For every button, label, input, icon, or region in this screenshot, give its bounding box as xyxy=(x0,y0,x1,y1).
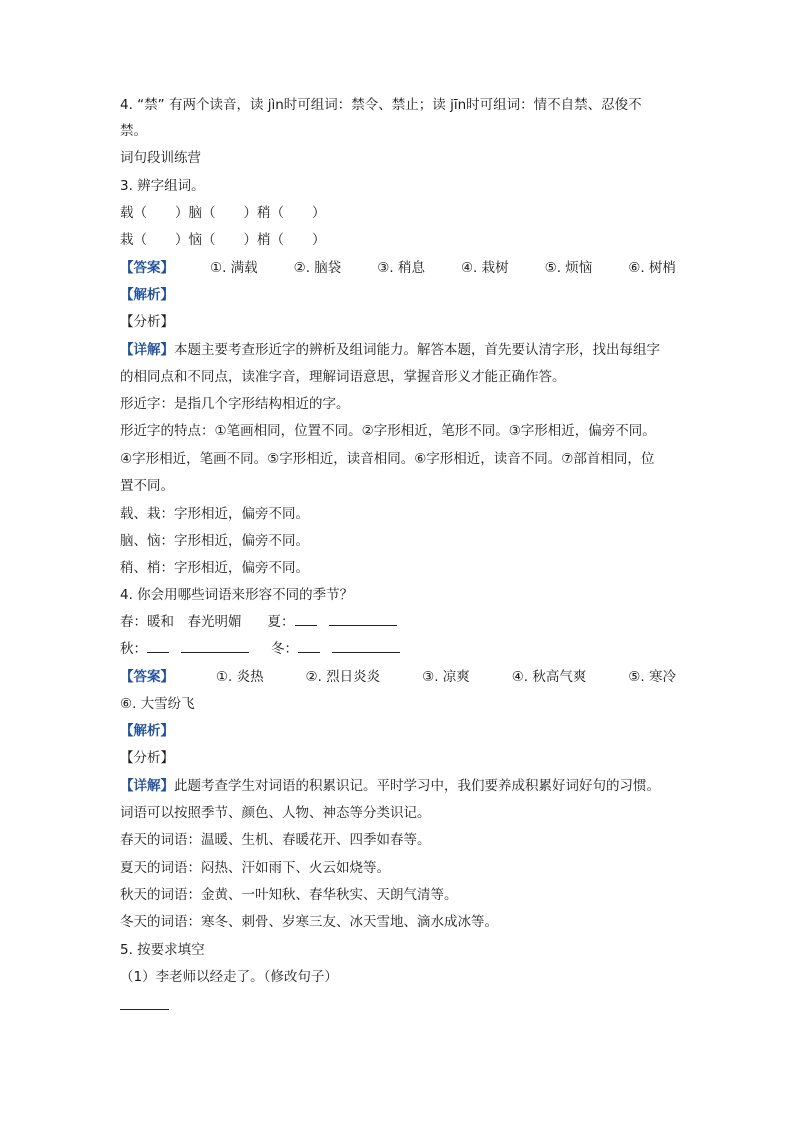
q4-summer-list: 夏天的词语：闷热、汗如雨下、火云如烧等。 xyxy=(120,860,390,876)
q4-spring-words: 暖和 春光明媚 xyxy=(147,614,242,630)
winter-blank-1[interactable] xyxy=(298,638,320,653)
q3-pair-3: 稍、梢：字形相近，偏旁不同。 xyxy=(120,560,309,576)
section-title: 词句段训练营 xyxy=(120,150,201,166)
q3-answer-5: ⑤. 烦恼 xyxy=(544,260,593,276)
q3-row1-b: ）脑（ xyxy=(175,205,216,221)
summer-blank-1[interactable] xyxy=(295,611,317,626)
analysis-tag: 【解析】 xyxy=(120,723,174,739)
q4-analysis-tag xyxy=(120,720,676,742)
q4-answer-6: ⑥. 大雪纷飞 xyxy=(120,696,195,712)
q4-autumn-label: 秋： xyxy=(120,641,147,657)
q4-summer-label: 夏： xyxy=(267,614,295,630)
q3-feature-line-3: 置不同。 xyxy=(120,478,174,494)
q3-answer-6: ⑥. 树梢 xyxy=(628,260,676,276)
q4-title: 4. 你会用哪些词语来形容不同的季节？ xyxy=(120,587,354,603)
q4-fenxi-tag: 【分析】 xyxy=(120,750,174,766)
winter-blank-2[interactable] xyxy=(332,638,400,653)
q4-answer-3: ③. 凉爽 xyxy=(422,669,470,685)
q4-detail-line-1 xyxy=(120,775,676,797)
q4-answer-2: ②. 烈日炎炎 xyxy=(305,669,381,685)
q3-row1-d: ） xyxy=(312,205,326,221)
summer-blank-2[interactable] xyxy=(329,611,397,626)
q3-detail-line-1 xyxy=(120,339,676,361)
q3-answer-4: ④. 栽树 xyxy=(460,260,509,276)
q3-feature-line-1: 形近字的特点：①笔画相同，位置不同。②字形相近，笔形不同。③字形相近，偏旁不同。 xyxy=(120,423,656,439)
q3-answer-2: ②. 脑袋 xyxy=(293,260,342,276)
q3-analysis-tag xyxy=(120,284,676,306)
q4-detail-text-1: 此题考查学生对词语的积累识记。平时学习中，我们要养成积累好词好句的习惯。 xyxy=(174,778,660,794)
q4-spring-label: 春： xyxy=(120,614,147,630)
answer-blank-line[interactable] xyxy=(120,1009,169,1010)
q3-pair-2: 脑、恼：字形相近，偏旁不同。 xyxy=(120,533,309,549)
q3-fenxi-tag: 【分析】 xyxy=(120,314,174,330)
q5-title: 5. 按要求填空 xyxy=(120,942,205,958)
q3-answer-1: ①. 满载 xyxy=(209,260,258,276)
q5-sub-1: （1）李老师以经走了。（修改句子） xyxy=(120,969,338,985)
detail-tag: 【详解】 xyxy=(120,342,174,358)
q4-row-autumn-winter xyxy=(120,638,676,660)
q3-detail-line-2: 的相同点和不同点，读准字音，理解词语意思，掌握音形义才能正确作答。 xyxy=(120,369,566,385)
answer-tag: 【答案】 xyxy=(120,669,174,685)
analysis-tag: 【解析】 xyxy=(120,287,174,303)
note-line-2: 禁。 xyxy=(120,123,147,139)
q3-feature-line-2: ④字形相近，笔画不同。⑤字形相近，读音相同。⑥字形相近，读音不同。⑦部首相同，位 xyxy=(120,451,655,467)
q3-row2-b: ）恼（ xyxy=(175,232,216,248)
autumn-blank-2[interactable] xyxy=(181,638,249,653)
note-line-1: 4. “禁” 有两个读音，读 jìn时可组词：禁令、禁止；读 jīn时可组词：情不自禁、忍俊不 xyxy=(120,97,642,113)
q3-row2-d: ） xyxy=(312,232,326,248)
q3-row-2 xyxy=(120,229,676,251)
q3-definition: 形近字：是指几个字形结构相近的字。 xyxy=(120,396,350,412)
q3-title: 3. 辨字组词。 xyxy=(120,178,205,194)
q4-winter-label: 冬： xyxy=(271,641,298,657)
q3-row1-c: ）稍（ xyxy=(243,205,284,221)
q4-answer-4: ④. 秋高气爽 xyxy=(511,669,587,685)
q4-answer-line xyxy=(120,666,676,688)
q3-answer-line xyxy=(120,257,676,279)
q4-spring-list: 春天的词语：温暖、生机、春暖花开、四季如春等。 xyxy=(120,832,431,848)
q3-answer-3: ③. 稍息 xyxy=(377,260,425,276)
q3-row2-c: ）梢（ xyxy=(243,232,284,248)
q4-autumn-list: 秋天的词语：金黄、一叶知秋、春华秋实、天朗气清等。 xyxy=(120,887,458,903)
detail-tag: 【详解】 xyxy=(120,778,174,794)
q3-row1-a: 载（ xyxy=(120,205,147,221)
autumn-blank-1[interactable] xyxy=(147,638,169,653)
q3-pair-1: 载、栽：字形相近，偏旁不同。 xyxy=(120,506,309,522)
answer-tag: 【答案】 xyxy=(120,260,174,276)
q4-winter-list: 冬天的词语：寒冬、刺骨、岁寒三友、冰天雪地、滴水成冰等。 xyxy=(120,914,498,930)
q4-detail-line-2: 词语可以按照季节、颜色、人物、神态等分类识记。 xyxy=(120,805,431,821)
q3-row-1 xyxy=(120,202,676,224)
q4-answer-5: ⑤. 寒冷 xyxy=(628,669,676,685)
q3-detail-text-1: 本题主要考查形近字的辨析及组词能力。解答本题，首先要认清字形，找出每组字 xyxy=(174,342,660,358)
q4-answer-1: ①. 炎热 xyxy=(215,669,264,685)
q4-row-spring-summer xyxy=(120,611,676,633)
q3-row2-a: 栽（ xyxy=(120,232,147,248)
